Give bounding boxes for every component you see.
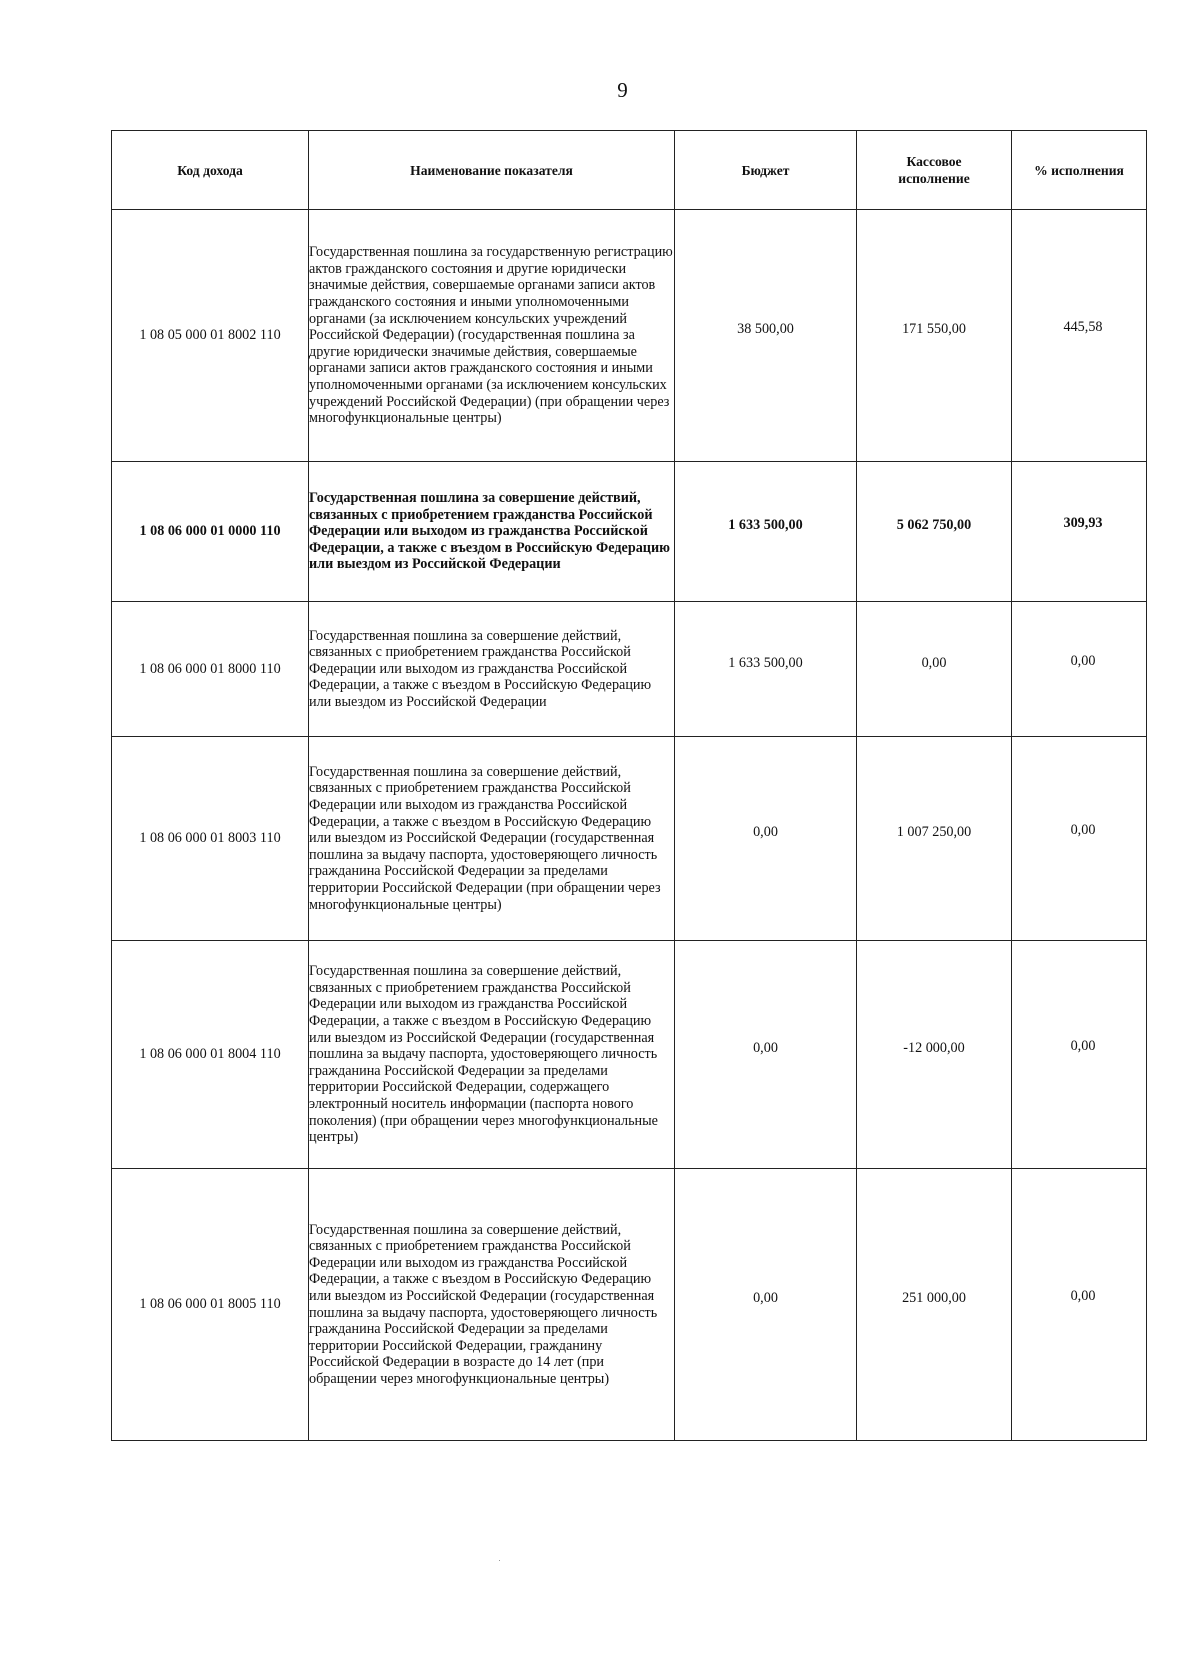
row-cash: -12 000,00 — [857, 941, 1012, 1169]
scan-speck — [499, 1560, 500, 1561]
row-percent: 309,93 — [1012, 462, 1147, 602]
row-budget: 1 633 500,00 — [675, 462, 857, 602]
table-row — [112, 941, 1147, 1169]
header-percent: % исполнения — [1012, 131, 1147, 210]
table-row — [112, 1169, 1147, 1441]
header-code: Код дохода — [112, 131, 309, 210]
row-percent: 0,00 — [1012, 941, 1147, 1169]
page-number: 9 — [617, 78, 628, 102]
table-row — [112, 462, 1147, 602]
row-code: 1 08 05 000 01 8002 110 — [112, 210, 309, 462]
row-name: Государственная пошлина за совершение действий, связанных с приобретением гражданства Российской Федерации или выходом из гражданства Российской Федерации, а также с въездом в Российскую Федерацию или выездом из Российской Федерации (государственная пошлина за выдачу паспорта, удостоверяющего личность гражданина Российской Федерации за пределами территории Российской Федерации, содержащего электронный носитель информации (паспорта нового поколения) (при обращении через многофункциональные центры) — [309, 941, 675, 1169]
table-row — [112, 210, 1147, 462]
row-code: 1 08 06 000 01 8003 110 — [112, 737, 309, 941]
header-cash: Кассовое исполнение — [857, 131, 1012, 210]
row-name: Государственная пошлина за совершение действий, связанных с приобретением гражданства Российской Федерации или выходом из гражданства Российской Федерации, а также с въездом в Российскую Федерацию или выездом из Российской Федерации — [309, 462, 675, 602]
header-budget: Бюджет — [675, 131, 857, 210]
row-budget: 0,00 — [675, 1169, 857, 1441]
row-code: 1 08 06 000 01 8000 110 — [112, 602, 309, 737]
row-code: 1 08 06 000 01 8004 110 — [112, 941, 309, 1169]
row-cash: 5 062 750,00 — [857, 462, 1012, 602]
row-cash: 1 007 250,00 — [857, 737, 1012, 941]
row-name: Государственная пошлина за совершение действий, связанных с приобретением гражданства Российской Федерации или выходом из гражданства Российской Федерации, а также с въездом в Российскую Федерацию или выездом из Российской Федерации — [309, 602, 675, 737]
row-percent: 0,00 — [1012, 602, 1147, 737]
row-cash: 171 550,00 — [857, 210, 1012, 462]
row-code: 1 08 06 000 01 8005 110 — [112, 1169, 309, 1441]
revenue-table — [111, 130, 1147, 1441]
row-cash: 0,00 — [857, 602, 1012, 737]
row-budget: 1 633 500,00 — [675, 602, 857, 737]
table-header-row — [112, 131, 1147, 210]
row-percent: 0,00 — [1012, 1169, 1147, 1441]
row-budget: 0,00 — [675, 737, 857, 941]
row-percent: 0,00 — [1012, 737, 1147, 941]
row-cash: 251 000,00 — [857, 1169, 1012, 1441]
row-name: Государственная пошлина за государственную регистрацию актов гражданского состояния и другие юридически значимые действия, совершаемые органами записи актов гражданского состояния и иными уполномоченными органами (за исключением консульских учреждений Российской Федерации) (государственная пошлина за другие юридически значимые действия, совершаемые органами записи актов гражданского состояния и иными уполномоченными органами (за исключением консульских учреждений Российской Федерации) (при обращении через многофункциональные центры) — [309, 210, 675, 462]
row-code: 1 08 06 000 01 0000 110 — [112, 462, 309, 602]
row-budget: 38 500,00 — [675, 210, 857, 462]
row-budget: 0,00 — [675, 941, 857, 1169]
header-name: Наименование показателя — [309, 131, 675, 210]
row-name: Государственная пошлина за совершение действий, связанных с приобретением гражданства Российской Федерации или выходом из гражданства Российской Федерации, а также с въездом в Российскую Федерацию или выездом из Российской Федерации (государственная пошлина за выдачу паспорта, удостоверяющего личность гражданина Российской Федерации за пределами территории Российской Федерации (при обращении через многофункциональные центры) — [309, 737, 675, 941]
table-row — [112, 737, 1147, 941]
row-percent: 445,58 — [1012, 210, 1147, 462]
table-row — [112, 602, 1147, 737]
row-name: Государственная пошлина за совершение действий, связанных с приобретением гражданства Российской Федерации или выходом из гражданства Российской Федерации, а также с въездом в Российскую Федерацию или выездом из Российской Федерации (государственная пошлина за выдачу паспорта, удостоверяющего личность гражданина Российской Федерации за пределами территории Российской Федерации, гражданину Российской Федерации в возрасте до 14 лет (при обращении через многофункциональные центры) — [309, 1169, 675, 1441]
